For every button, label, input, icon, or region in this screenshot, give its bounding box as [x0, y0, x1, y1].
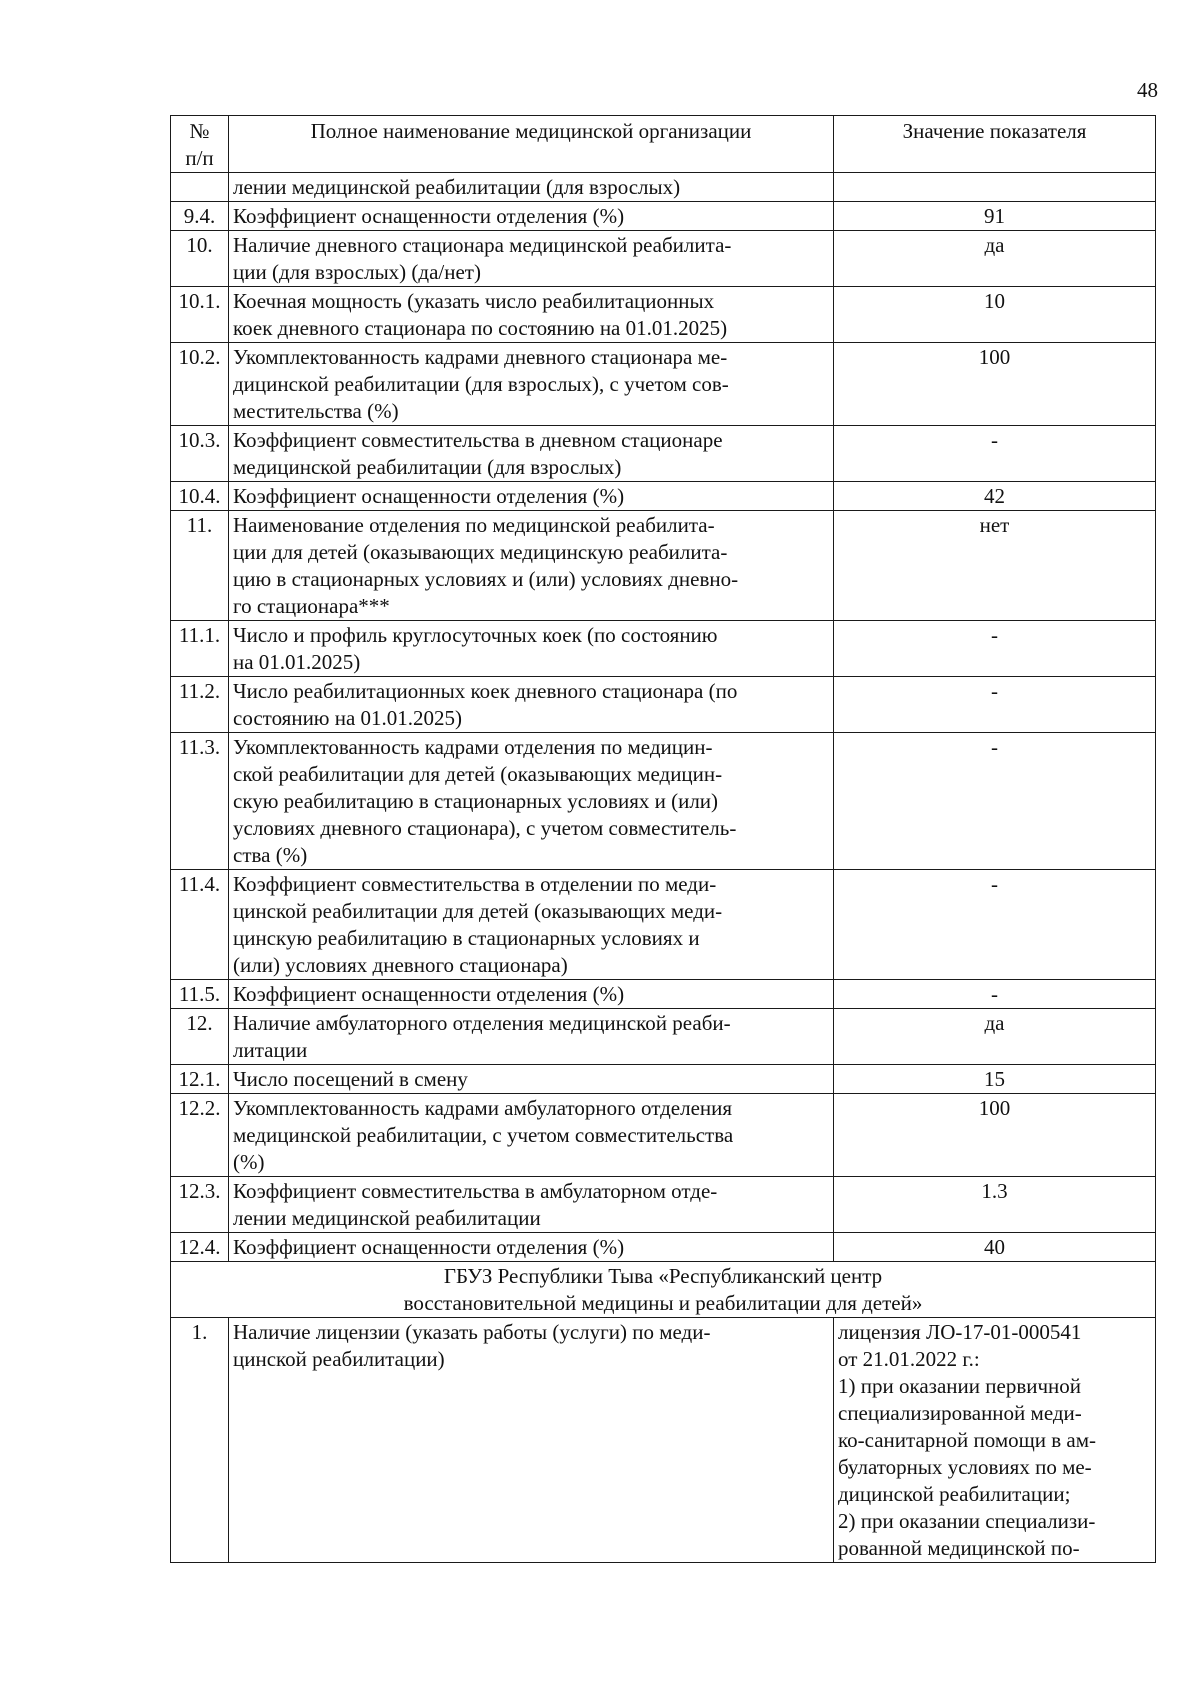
row-number: 11.5. — [171, 980, 229, 1009]
row-name: Коэффициент оснащенности отделения (%) — [229, 1233, 834, 1262]
row-number — [171, 173, 229, 202]
table-row — [171, 1094, 1156, 1177]
table-row — [171, 173, 1156, 202]
table-row — [171, 1233, 1156, 1262]
row-name: Коечная мощность (указать число реабилитационных коек дневного стационара по состоянию на 01.01.2025) — [229, 287, 834, 343]
table-row — [171, 426, 1156, 482]
table-row — [171, 343, 1156, 426]
row-number: 12.2. — [171, 1094, 229, 1177]
header-indicator-value: Значение показателя — [834, 116, 1156, 173]
row-number: 11.4. — [171, 870, 229, 980]
row-value: лицензия ЛО-17-01-000541 от 21.01.2022 г.: 1) при оказании первичной специализированной меди- ко-санитарной помощи в ам- булаторных условиях по ме- дицинской реабилитации; 2) при оказании специализи- рованной медицинской по- — [834, 1318, 1156, 1563]
table-row — [171, 621, 1156, 677]
table-row — [171, 482, 1156, 511]
row-value: 10 — [834, 287, 1156, 343]
row-number: 11. — [171, 511, 229, 621]
row-value: - — [834, 980, 1156, 1009]
row-value: нет — [834, 511, 1156, 621]
row-name: Коэффициент совместительства в дневном стационаре медицинской реабилитации (для взрослых) — [229, 426, 834, 482]
row-name: Наличие лицензии (указать работы (услуги) по меди- цинской реабилитации) — [229, 1318, 834, 1563]
table-row — [171, 511, 1156, 621]
table-row — [171, 733, 1156, 870]
row-number: 10. — [171, 231, 229, 287]
table-row — [171, 677, 1156, 733]
row-name: Коэффициент совместительства в амбулаторном отде- лении медицинской реабилитации — [229, 1177, 834, 1233]
row-value: 100 — [834, 1094, 1156, 1177]
row-number: 11.1. — [171, 621, 229, 677]
row-value: - — [834, 870, 1156, 980]
row-value: - — [834, 621, 1156, 677]
row-number: 12. — [171, 1009, 229, 1065]
row-name: Коэффициент оснащенности отделения (%) — [229, 202, 834, 231]
row-value: 15 — [834, 1065, 1156, 1094]
row-name: Коэффициент оснащенности отделения (%) — [229, 482, 834, 511]
row-name: Коэффициент совместительства в отделении по меди- цинской реабилитации для детей (оказывающих меди- цинскую реабилитацию в стационарных условиях и (или) условиях дневного стационара) — [229, 870, 834, 980]
row-value: - — [834, 426, 1156, 482]
row-value: - — [834, 733, 1156, 870]
row-value: - — [834, 677, 1156, 733]
table-header-row — [171, 116, 1156, 173]
row-number: 10.4. — [171, 482, 229, 511]
table-row — [171, 1318, 1156, 1563]
row-name: Число реабилитационных коек дневного стационара (по состоянию на 01.01.2025) — [229, 677, 834, 733]
row-value: 91 — [834, 202, 1156, 231]
row-value — [834, 173, 1156, 202]
table-row — [171, 231, 1156, 287]
row-number: 12.4. — [171, 1233, 229, 1262]
section-heading — [171, 1262, 1156, 1318]
row-number: 9.4. — [171, 202, 229, 231]
table-body — [171, 173, 1156, 1563]
row-value: да — [834, 231, 1156, 287]
row-name: Укомплектованность кадрами отделения по медицин- ской реабилитации для детей (оказывающих медицин- скую реабилитацию в стационарных условиях и (или) условиях дневного стационара), с учетом совместитель- ства (%) — [229, 733, 834, 870]
table-row — [171, 980, 1156, 1009]
row-name: Число посещений в смену — [229, 1065, 834, 1094]
row-value: да — [834, 1009, 1156, 1065]
row-name: лении медицинской реабилитации (для взрослых) — [229, 173, 834, 202]
row-number: 10.2. — [171, 343, 229, 426]
page-number: 48 — [1137, 78, 1158, 102]
header-organization-name: Полное наименование медицинской организации — [229, 116, 834, 173]
table-row — [171, 1009, 1156, 1065]
section-heading-line-1: ГБУЗ Республики Тыва «Республиканский центр — [443, 1264, 883, 1288]
table-row — [171, 1177, 1156, 1233]
row-name: Коэффициент оснащенности отделения (%) — [229, 980, 834, 1009]
row-number: 10.1. — [171, 287, 229, 343]
header-number: № п/п — [171, 116, 229, 173]
table-row — [171, 202, 1156, 231]
table-row — [171, 1065, 1156, 1094]
section-heading-row — [171, 1262, 1156, 1318]
row-value: 1.3 — [834, 1177, 1156, 1233]
row-number: 12.3. — [171, 1177, 229, 1233]
row-number: 1. — [171, 1318, 229, 1563]
table-row — [171, 287, 1156, 343]
row-number: 11.3. — [171, 733, 229, 870]
section-heading-line-2: восстановительной медицины и реабилитации для детей» — [403, 1291, 923, 1315]
row-name: Наличие амбулаторного отделения медицинской реаби- литации — [229, 1009, 834, 1065]
row-name: Укомплектованность кадрами амбулаторного отделения медицинской реабилитации, с учетом совместительства (%) — [229, 1094, 834, 1177]
row-name: Наличие дневного стационара медицинской реабилита- ции (для взрослых) (да/нет) — [229, 231, 834, 287]
indicators-table — [170, 115, 1156, 1563]
row-value: 40 — [834, 1233, 1156, 1262]
row-number: 10.3. — [171, 426, 229, 482]
row-value: 42 — [834, 482, 1156, 511]
row-name: Число и профиль круглосуточных коек (по состоянию на 01.01.2025) — [229, 621, 834, 677]
row-value: 100 — [834, 343, 1156, 426]
row-name: Наименование отделения по медицинской реабилита- ции для детей (оказывающих медицинскую реабилита- цию в стационарных условиях и (или) условиях дневно- го стационара*** — [229, 511, 834, 621]
table-row — [171, 870, 1156, 980]
row-number: 12.1. — [171, 1065, 229, 1094]
row-name: Укомплектованность кадрами дневного стационара ме- дицинской реабилитации (для взрослых), с учетом сов- местительства (%) — [229, 343, 834, 426]
row-number: 11.2. — [171, 677, 229, 733]
